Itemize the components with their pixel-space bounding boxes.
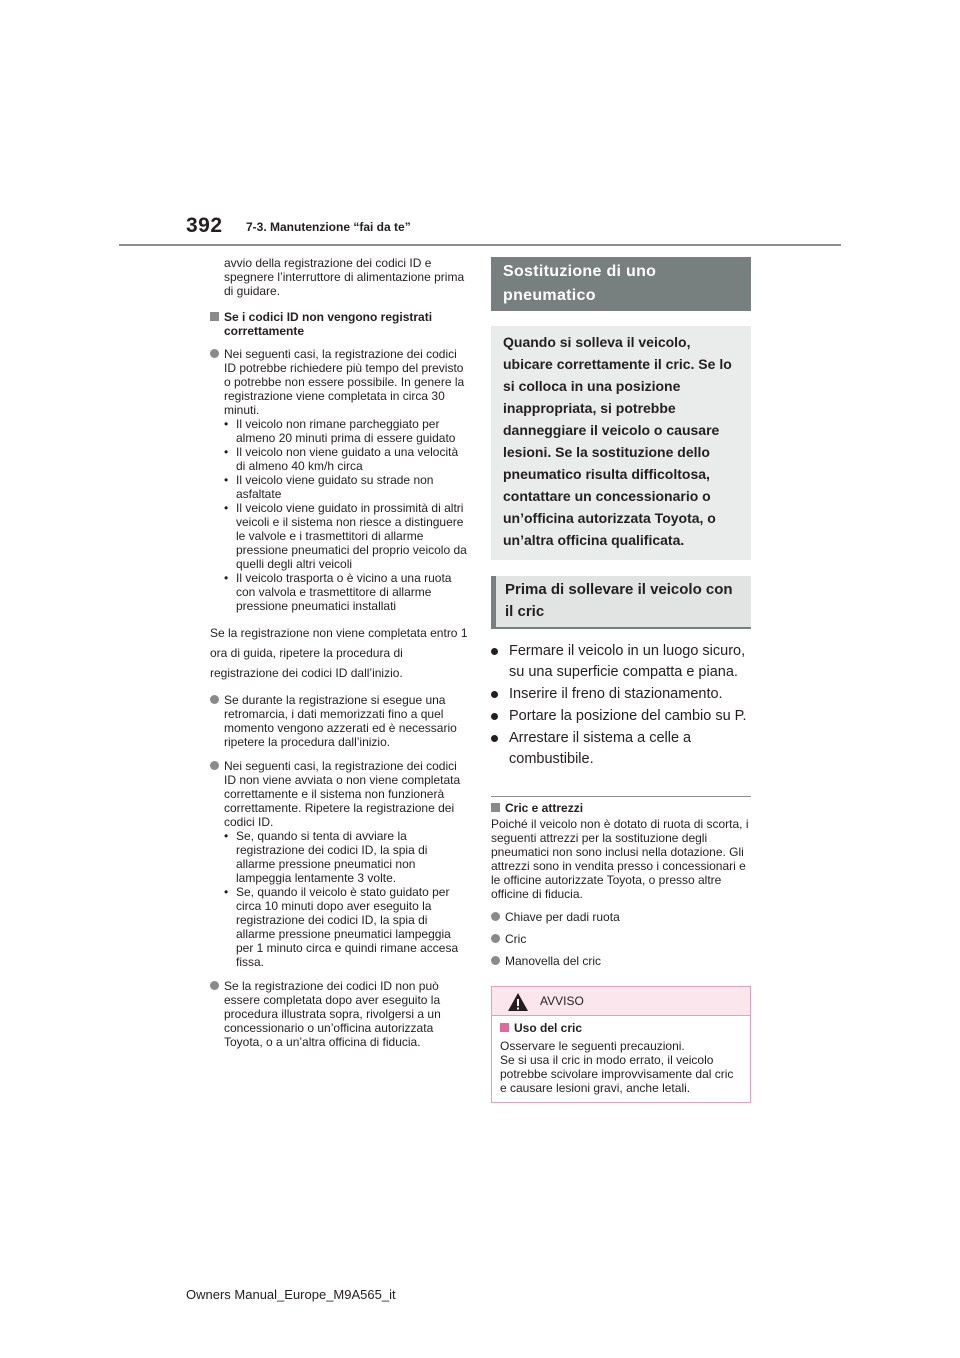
sub-heading-text: Se i codici ID non vengono registrati correttamente (224, 310, 433, 338)
left-column (210, 256, 468, 1059)
dash-text: Il veicolo non rimane parcheggiato per almeno 20 minuti prima di essere guidato (236, 417, 456, 445)
bullet-item (210, 759, 468, 969)
dash-text: Se, quando il veicolo è stato guidato per circa 10 minuti dopo aver eseguito la registrazione dei codici ID, la spia di allarme pressione pneumatici lampeggia per 1 minuto circa e quindi rimane accesa fissa. (236, 885, 459, 969)
circle-bullet-icon (210, 761, 219, 770)
dash-item: • Il veicolo viene guidato in prossimità di altri veicoli e il sistema non riesce a distinguere le valvole e i trasmettitori di allarme pressione pneumatici del proprio veicolo da quelli degli altri veicoli (224, 501, 467, 571)
continued-paragraph: avvio della registrazione dei codici ID e spegnere l’interruttore di alimentazione prima di guidare. (224, 256, 465, 298)
circle-bullet-icon (491, 956, 500, 965)
warning-text: Se si usa il cric in modo errato, il veicolo potrebbe scivolare improvvisamente dal cric e causare lesioni gravi, anche letali. (500, 1053, 734, 1095)
section-title: 7-3. Manutenzione “fai da te” (246, 220, 411, 234)
sub-section-banner: Prima di sollevare il veicolo con il cric (491, 576, 751, 629)
warning-triangle-icon (507, 992, 529, 1012)
tool-text: Manovella del cric (505, 954, 602, 968)
dot-bullet-icon (491, 713, 498, 720)
tools-block (491, 801, 751, 968)
dash-item: • Il veicolo viene guidato su strade non asfaltate (224, 473, 434, 501)
dash-text: Il veicolo viene guidato in prossimità di altri veicoli e il sistema non riesce a distinguere le valvole e i trasmettitori di allarme pressione pneumatici del proprio veicolo da quelli degli altri veicoli (236, 501, 467, 571)
bullet-text: Se la registrazione dei codici ID non può essere completata dopo aver eseguito la procedura illustrata sopra, rivolgersi a un concessionario o un’officina autorizzata Toyota, o a un’altra officina di fiducia. (224, 979, 441, 1049)
warning-header (492, 987, 750, 1016)
step-text: Fermare il veicolo in un luogo sicuro, su una superficie compatta e piana. (509, 643, 746, 680)
section-divider (491, 796, 751, 797)
warning-sub-heading (500, 1021, 742, 1035)
tools-paragraph: Poiché il veicolo non è dotato di ruota di scorta, i seguenti attrezzi per la sostituzione degli pneumatici non sono inclusi nella dotazione. Gli attrezzi sono in vendita presso i concessionari e le officine autorizzate Toyota, o presso altre officine di fiducia. (491, 817, 749, 901)
sub-heading-id-not-registered (210, 310, 468, 338)
right-column (491, 257, 751, 1103)
sub-heading-text: Cric e attrezzi (505, 801, 584, 815)
plain-paragraph: Se la registrazione non viene completata entro 1 ora di guida, ripetere la procedura di registrazione dei codici ID dall’inizio. (210, 626, 468, 680)
notice-box: Quando si solleva il veicolo, ubicare correttamente il cric. Se lo si colloca in una posizione inappropriata, si potrebbe danneggiare il veicolo o causare lesioni. Se la sostituzione dello pneumatico risulta difficoltosa, contattare un concessionario o un’officina autorizzata Toyota, o un’altra officina qualificata. (491, 326, 751, 560)
dash-item: • Il veicolo non viene guidato a una velocità di almeno 40 km/h circa (224, 445, 459, 473)
bullet-item (210, 979, 468, 1049)
step-item (491, 641, 751, 683)
dash-item: • Il veicolo trasporta o è vicino a una ruota con valvola e trasmettitore di allarme pressione pneumatici installati (224, 571, 452, 613)
dash-text: Se, quando si tenta di avviare la registrazione dei codici ID, la spia di allarme pressione pneumatici non lampeggia lentamente 3 volte. (236, 829, 428, 885)
page-number: 392 (186, 214, 223, 237)
tool-item (491, 954, 751, 968)
step-text: Portare la posizione del cambio su P. (509, 708, 747, 724)
warning-text: Osservare le seguenti precauzioni. (500, 1039, 685, 1053)
tool-item (491, 932, 751, 946)
warning-heading-text: Uso del cric (514, 1021, 583, 1035)
step-text: Arrestare il sistema a celle a combustibile. (509, 730, 692, 767)
circle-bullet-icon (210, 695, 219, 704)
dash-text: Il veicolo viene guidato su strade non asfaltate (236, 473, 434, 501)
dot-bullet-icon (491, 648, 498, 655)
square-bullet-icon (500, 1023, 509, 1032)
warning-box (491, 986, 751, 1103)
steps-list (491, 641, 751, 770)
step-item (491, 684, 751, 705)
bullet-text: Se durante la registrazione si esegue una retromarcia, i dati memorizzati fino a quel momento vengono azzerati ed è necessario ripetere la procedura dall’inizio. (224, 693, 457, 749)
step-item (491, 706, 751, 727)
footer-text: Owners Manual_Europe_M9A565_it (186, 1287, 396, 1302)
dot-bullet-icon (491, 735, 498, 742)
bullet-text: Nei seguenti casi, la registrazione dei codici ID non viene avviata o non viene completata correttamente e il sistema non funzionerà correttamente. Ripetere la registrazione dei codici ID. (224, 759, 461, 829)
header-rule (119, 244, 841, 246)
bullet-text: Nei seguenti casi, la registrazione dei codici ID potrebbe richiedere più tempo del previsto o potrebbe non essere possibile. In genere la registrazione viene completata in circa 30 minuti. (224, 347, 465, 417)
warning-label: AVVISO (540, 994, 584, 1008)
dash-item: • Il veicolo non rimane parcheggiato per almeno 20 minuti prima di essere guidato (224, 417, 456, 445)
dash-text: Il veicolo trasporta o è vicino a una ruota con valvola e trasmettitore di allarme pressione pneumatici installati (236, 571, 452, 613)
dash-item: • Se, quando il veicolo è stato guidato per circa 10 minuti dopo aver eseguito la registrazione dei codici ID, la spia di allarme pressione pneumatici lampeggia per 1 minuto circa e quindi rimane accesa fissa. (224, 885, 459, 969)
circle-bullet-icon (210, 349, 219, 358)
circle-bullet-icon (491, 934, 500, 943)
bullet-item (210, 693, 468, 749)
circle-bullet-icon (210, 981, 219, 990)
circle-bullet-icon (491, 912, 500, 921)
bullet-item (210, 347, 468, 613)
sub-heading-tools (491, 801, 751, 815)
square-bullet-icon (210, 312, 219, 321)
tool-text: Chiave per dadi ruota (505, 910, 620, 924)
dash-item: • Se, quando si tenta di avviare la registrazione dei codici ID, la spia di allarme pressione pneumatici non lampeggia lentamente 3 volte. (224, 829, 428, 885)
tool-item (491, 910, 751, 924)
dot-bullet-icon (491, 691, 498, 698)
square-bullet-icon (491, 803, 500, 812)
dash-text: Il veicolo non viene guidato a una velocità di almeno 40 km/h circa (236, 445, 459, 473)
step-item (491, 728, 751, 770)
tool-text: Cric (505, 932, 527, 946)
section-banner: Sostituzione di uno pneumatico (491, 257, 751, 311)
step-text: Inserire il freno di stazionamento. (509, 686, 723, 702)
warning-body (492, 1016, 750, 1102)
